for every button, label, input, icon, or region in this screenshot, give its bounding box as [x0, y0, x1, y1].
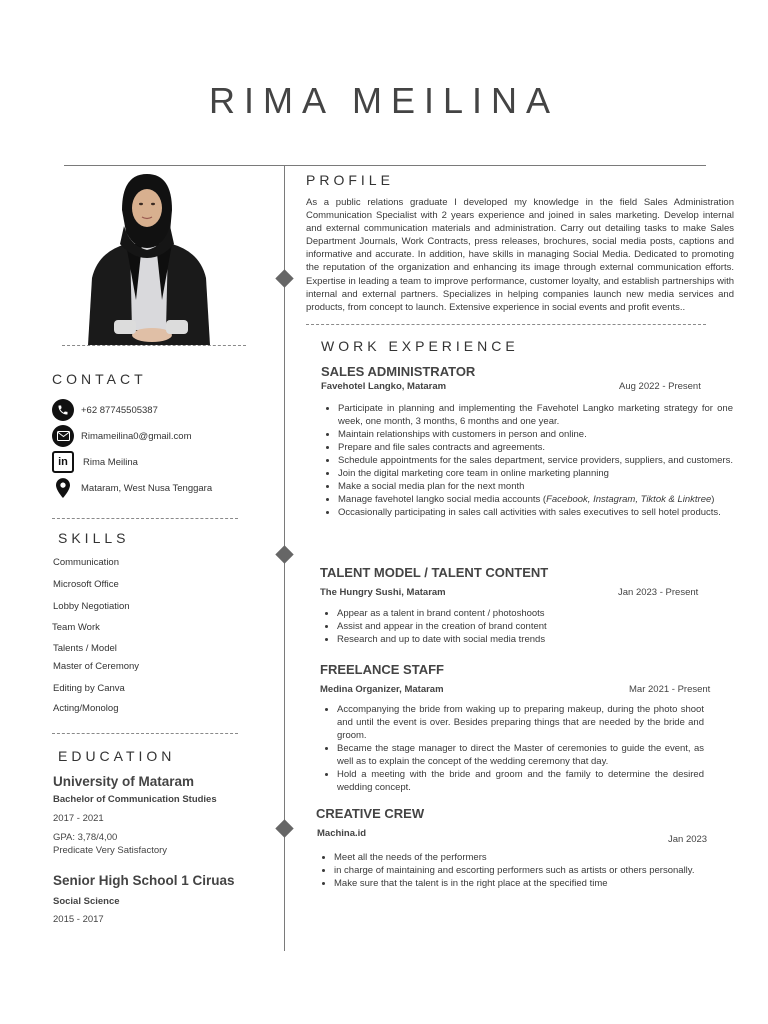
timeline-diamond — [275, 269, 293, 287]
skill-item: Microsoft Office — [53, 579, 119, 590]
education-school: University of Mataram — [53, 774, 195, 789]
job-company: The Hungry Sushi, Mataram — [320, 587, 446, 598]
job-bullet: • Meet all the needs of the performers — [334, 851, 702, 864]
job-bullet: • Became the stage manager to direct the Master of ceremonies to guide the event, as well as to explain the concept of the wedding ceremony that day. — [337, 742, 704, 768]
job-bullet: • Research and up to date with social media trends — [337, 633, 732, 646]
skill-item: Lobby Negotiation — [53, 601, 130, 612]
job-bullet-close: ) — [711, 494, 715, 505]
job-title: FREELANCE STAFF — [320, 662, 444, 677]
linkedin-icon: in — [52, 451, 74, 473]
photo-divider — [62, 345, 246, 346]
skill-item: Communication — [53, 557, 119, 568]
education-years: 2015 - 2017 — [53, 914, 104, 925]
education-predicate: Predicate Very Satisfactory — [53, 845, 168, 856]
job-bullets — [320, 607, 732, 646]
job-bullets — [317, 851, 702, 890]
contact-email-text: Rimameilina0@gmail.com — [81, 430, 192, 442]
job-bullet-italic: Facebook, Instagram, Tiktok & Linktree — [546, 494, 712, 505]
work-experience-title: WORK EXPERIENCE — [321, 338, 519, 354]
job-bullet: • Assist and appear in the creation of brand content — [337, 620, 732, 633]
job-bullet: • Join the digital marketing core team in online marketing planning — [338, 467, 733, 480]
skill-item: Master of Ceremony — [53, 661, 140, 672]
job-bullet: • Maintain relationships with customers in person and online. — [338, 428, 733, 441]
job-bullet: • Prepare and file sales contracts and agreements. — [338, 441, 733, 454]
resume-name: RIMA MEILINA — [208, 80, 560, 121]
job-bullet — [338, 493, 733, 506]
education-school: Senior High School 1 Ciruas — [53, 873, 235, 888]
mail-icon — [52, 425, 74, 447]
job-bullet: • Make sure that the talent is in the right place at the specified time — [334, 877, 702, 890]
job-bullet-text: Manage favehotel langko social media accounts ( — [338, 494, 547, 505]
job-date: Mar 2021 - Present — [629, 684, 711, 695]
job-date: Aug 2022 - Present — [619, 381, 701, 392]
skills-divider — [52, 733, 238, 734]
job-bullets — [320, 703, 704, 794]
profile-photo — [86, 170, 212, 345]
contact-location-text: Mataram, West Nusa Tenggara — [81, 482, 213, 494]
skills-title: SKILLS — [58, 530, 130, 546]
job-date: Jan 2023 — [668, 834, 708, 845]
job-bullet: • Make a social media plan for the next month — [338, 480, 733, 493]
education-years: 2017 - 2021 — [53, 813, 104, 824]
education-title: EDUCATION — [58, 748, 176, 764]
skill-item: Acting/Monolog — [53, 703, 119, 714]
profile-title: PROFILE — [306, 172, 394, 188]
location-pin-icon — [52, 477, 74, 499]
job-bullet: • Participate in planning and implementing the Favehotel Langko marketing strategy for one week, one month, 3 months, 6 months and one year. — [338, 402, 733, 428]
job-bullet: • Accompanying the bride from waking up to preparing makeup, during the photo shoot and until the event is over. Besides preparing things that are needed by the bride and groom. — [337, 703, 704, 742]
job-bullets — [321, 402, 733, 519]
timeline-diamond — [275, 819, 293, 837]
job-title: SALES ADMINISTRATOR — [321, 364, 476, 379]
education-gpa: GPA: 3,78/4,00 — [53, 832, 118, 843]
phone-icon — [52, 399, 74, 421]
job-bullet: • Occasionally participating in sales call activities with sales executives to sell hotel products. — [338, 506, 733, 519]
skill-item: Talents / Model — [53, 643, 117, 654]
contact-phone-text: +62 87745505387 — [81, 404, 158, 416]
education-degree: Bachelor of Communication Studies — [53, 794, 217, 805]
job-title: TALENT MODEL / TALENT CONTENT — [320, 565, 549, 580]
job-bullet: • Hold a meeting with the bride and groom and the family to determine the desired wedding concept. — [337, 768, 704, 794]
contact-linkedin — [52, 451, 138, 473]
profile-divider — [306, 324, 706, 325]
job-date: Jan 2023 - Present — [618, 587, 699, 598]
job-company: Favehotel Langko, Mataram — [321, 381, 447, 392]
contact-location — [52, 477, 212, 499]
job-title: CREATIVE CREW — [316, 806, 425, 821]
job-bullet: • Schedule appointments for the sales department, service providers, suppliers, and customers. — [338, 454, 733, 467]
job-bullet: • in charge of maintaining and escorting performers such as artists or others personally. — [334, 864, 702, 877]
profile-text: As a public relations graduate I developed my knowledge in the field Sales Administration Communication Specialist with 2 years experience and joined in sales marketing. Develop internal and external communication materials and administration. Carry out detailing tasks to make Sales Department Journals, Work Contracts, press releases, brochures, social media posts, captions and informative and accurate. In addition, have skills in managing Social Media. Dedicated to promoting the reputation of the organization and enhancing its image through external communication efforts. Expertise in leading a team to improve performance, customer loyalty, and establish partnerships with internal and external partners. Specializes in helping companies launch new media services and products, from concept to launch. Extensive experience in social events and profit events.. — [306, 197, 734, 313]
skill-item: Team Work — [52, 622, 100, 633]
skill-item: Editing by Canva — [53, 683, 125, 694]
contact-title: CONTACT — [52, 371, 147, 387]
education-degree: Social Science — [53, 896, 120, 907]
job-company: Machina.id — [317, 828, 367, 839]
contact-linkedin-text: Rima Meilina — [83, 456, 138, 468]
job-company: Medina Organizer, Mataram — [320, 684, 444, 695]
timeline-diamond — [275, 545, 293, 563]
job-bullet: • Appear as a talent in brand content / photoshoots — [337, 607, 732, 620]
contact-divider — [52, 518, 238, 519]
contact-phone — [52, 399, 158, 421]
contact-email — [52, 425, 191, 447]
header-divider — [64, 165, 706, 166]
